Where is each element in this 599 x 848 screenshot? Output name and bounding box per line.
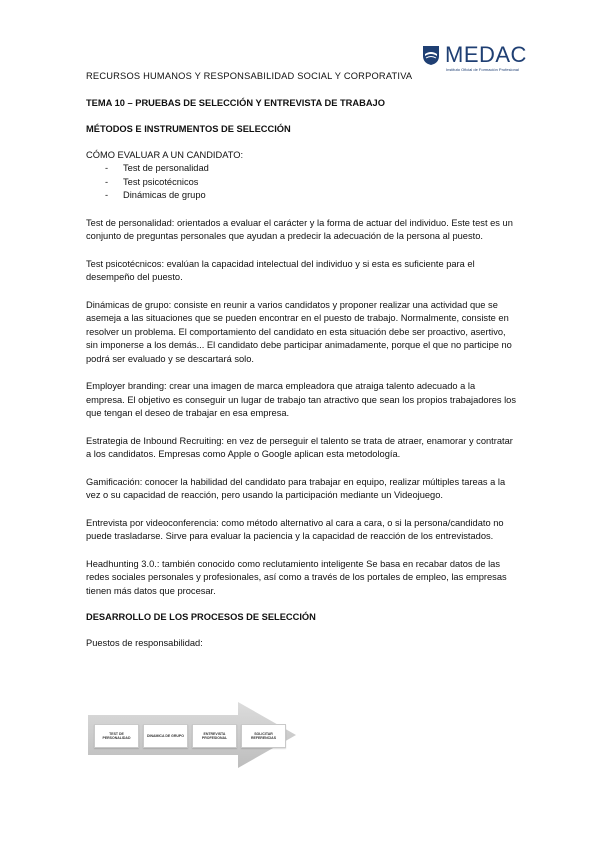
- section-heading-desarrollo: DESARROLLO DE LOS PROCESOS DE SELECCIÓN: [86, 612, 316, 622]
- paragraph-headhunting: Headhunting 3.0.: también conocido como reclutamiento inteligente Se basa en recabar datos de las redes sociales personales y profesionales, así como a través de los portales de empleo, las empresas tienen más datos que procesar.: [86, 558, 507, 596]
- paragraph-videoconferencia: Entrevista por videoconferencia: como método alternativo al cara a cara, o si la persona/candidato no puede trasladarse. Sirve para evaluar la paciencia y la capacidad de reacción de los entrevistados.: [86, 517, 504, 541]
- paragraph-test-personalidad: Test de personalidad: orientados a evaluar el carácter y la forma de actuar del individuo. Este test es un conjunto de preguntas personales que ayudan a predecir la adecuación de la persona al puesto.: [86, 217, 513, 241]
- paragraph-test-psicotecnicos: Test psicotécnicos: evalúan la capacidad intelectual del individuo y si esta es suficiente para el desempeño del puesto.: [86, 258, 475, 282]
- shield-logo-icon: [421, 44, 441, 66]
- paragraph-inbound-recruiting: Estrategia de Inbound Recruiting: en vez de perseguir el talento se trata de atraer, enamorar y contratar a los candidatos. Empresas como Apple o Google aplican esta metodología.: [86, 435, 513, 459]
- puestos-label: Puestos de responsabilidad:: [86, 638, 203, 648]
- topic-title: TEMA 10 – PRUEBAS DE SELECCIÓN Y ENTREVISTA DE TRABAJO: [86, 98, 385, 108]
- list-item: - Dinámicas de grupo: [86, 189, 516, 203]
- como-evaluar-title: CÓMO EVALUAR A UN CANDIDATO:: [86, 150, 244, 160]
- process-step: SOLICITAR REFERENCIAS: [241, 724, 286, 748]
- process-step: DINAMICA DE GRUPO: [143, 724, 188, 748]
- logo-brand: MEDAC: [445, 42, 527, 67]
- list-item: - Test psicotécnicos: [86, 176, 516, 190]
- section-heading-metodos: MÉTODOS E INSTRUMENTOS DE SELECCIÓN: [86, 124, 291, 134]
- selection-process-diagram: [88, 700, 296, 770]
- paragraph-employer-branding: Employer branding: crear una imagen de marca empleadora que atraiga talento adecuado a la empresa. El objetivo es conseguir un lugar de trabajo tan atractivo que sean los propios trabajadores los que tengan el deseo de trabajar en esa empresa.: [86, 381, 516, 418]
- list-item: - Test de personalidad: [86, 162, 516, 176]
- document-body: [86, 70, 516, 650]
- evaluation-list: [86, 162, 516, 203]
- process-step: ENTREVISTA PROFESIONAL: [192, 724, 237, 748]
- logo-tagline: Instituto Oficial de Formación Profesional: [446, 67, 519, 72]
- process-step: TEST DE PERSONALIDAD: [94, 724, 139, 748]
- document-header: RECURSOS HUMANOS Y RESPONSABILIDAD SOCIAL Y CORPORATIVA: [86, 71, 413, 81]
- paragraph-gamificacion: Gamificación: conocer la habilidad del candidato para trabajar en equipo, realizar múltiples tareas a la vez o su capacidad de reacción, pero usando la participación mediante un Videojuego.: [86, 476, 506, 500]
- paragraph-dinamicas: Dinámicas de grupo: consiste en reunir a varios candidatos y proponer realizar una actividad que se asemeja a las situaciones que se pueden encontrar en el puesto de trabajo. Normalmente, consiste en resolver un problema. El comportamiento del candidato en esta situación debe ser proactivo, asertivo, sin imponerse a los demás... El candidato debe participar animadamente, porque el que no participe no podrá ser evaluado y se descartará solo.: [86, 299, 512, 364]
